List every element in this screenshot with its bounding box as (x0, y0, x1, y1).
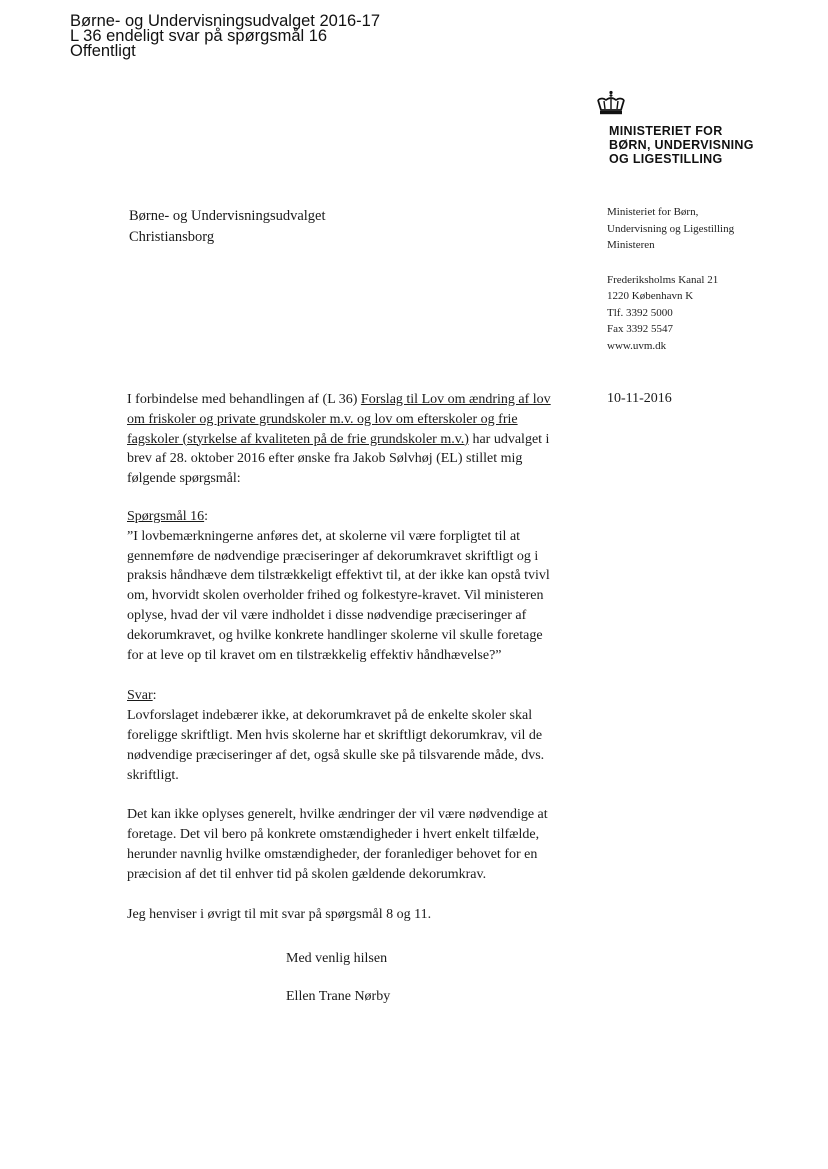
recipient-location: Christiansborg (129, 229, 215, 245)
sender-phone: Tlf. 3392 5000 (607, 306, 673, 319)
question-text: ”I lovbemærkningerne anføres det, at skolerne vil være forpligtet til at gennemføre de nødvendige præciseringer af dekorumkravet skriftligt og i praksis håndhæve dem tilstrækkeligt effektivt til, at der ikke kan opstå tvivl om, hvorvidt skolen overholder frihed og folkestyre-kravet. Vil ministeren oplyse, hvad der vil være indholdet i disse nødvendige præciseringer af dekorumkravet, og hvilke konkrete handlinger skolerne vil skulle foretage for at leve op til kravet om en tilstrækkelig effektiv håndhævelse?” (127, 528, 550, 663)
logo-line: BØRN, UNDERVISNING (609, 138, 754, 152)
answer-section: Svar: (127, 688, 157, 704)
logo-line: MINISTERIET FOR (609, 124, 723, 138)
question-heading: Spørgsmål 16 (127, 508, 205, 524)
question-section: Spørgsmål 16: (127, 508, 209, 524)
sender-line: Undervisning og Ligestilling (607, 222, 735, 235)
answer-heading: Svar (127, 688, 153, 704)
stamp-answer-ref: L 36 endeligt svar på spørgsmål 16 (70, 27, 328, 45)
sender-line: Ministeren (607, 239, 655, 251)
archive-stamp (70, 14, 380, 59)
recipient-address (129, 206, 326, 248)
sender-address: Frederiksholms Kanal 21 (607, 273, 719, 286)
sender-postcode: 1220 København K (607, 290, 694, 302)
sender-block (607, 204, 734, 354)
stamp-public: Offentligt (70, 42, 136, 60)
answer-paragraph-1: Lovforslaget indebærer ikke, at dekorumkravet på de enkelte skoler skal foreligge skriftligt. Men hvis skolerne har et skriftligt dekorumkrav, vil de nødvendige præciseringer af det, også skulle ske på tilsvarende måde, dvs. skriftligt. (127, 708, 545, 783)
recipient-name: Børne- og Undervisningsudvalget (129, 208, 326, 224)
crown-icon (594, 90, 628, 116)
logo-line: OG LIGESTILLING (609, 152, 723, 166)
letter-body (127, 390, 552, 924)
signatory-name: Ellen Trane Nørby (286, 989, 391, 1004)
intro-lead: I forbindelse med behandlingen af (L 36) (127, 392, 361, 407)
bill-title: Forslag til Lov om ændring af lov om friskoler og private grundskoler m.v. og lov om efterskoler og frie fagskoler (styrkelse af kvaliteten på de frie grundskoler m.v.) (127, 392, 551, 447)
sender-line: Ministeriet for Børn, (607, 206, 699, 218)
answer-paragraph-3: Jeg henviser i øvrigt til mit svar på spørgsmål 8 og 11. (127, 906, 432, 922)
sender-fax: Fax 3392 5547 (607, 323, 673, 335)
sender-website: www.uvm.dk (607, 339, 667, 352)
letter-date: 10-11-2016 (607, 391, 672, 406)
ministry-logo-text (609, 124, 754, 166)
closing-greeting: Med venlig hilsen (286, 951, 388, 966)
answer-paragraph-2: Det kan ikke oplyses generelt, hvilke ændringer der vil være nødvendige at foretage. Det vil bero på konkrete omstændigheder i hvert enkelt tilfælde, herunder navnlig hvilke omstændigheder, der foranlediger behovet for en præcision af det til enhver tid på skolen gældende dekorumkrav. (127, 807, 548, 882)
intro-paragraph (127, 390, 552, 489)
stamp-committee: Børne- og Undervisningsudvalget 2016-17 (70, 12, 381, 30)
intro-tail: har udvalget i brev af 28. oktober 2016 efter ønske fra Jakob Sølvhøj (EL) stillet mig følgende spørgsmål: (127, 431, 550, 487)
